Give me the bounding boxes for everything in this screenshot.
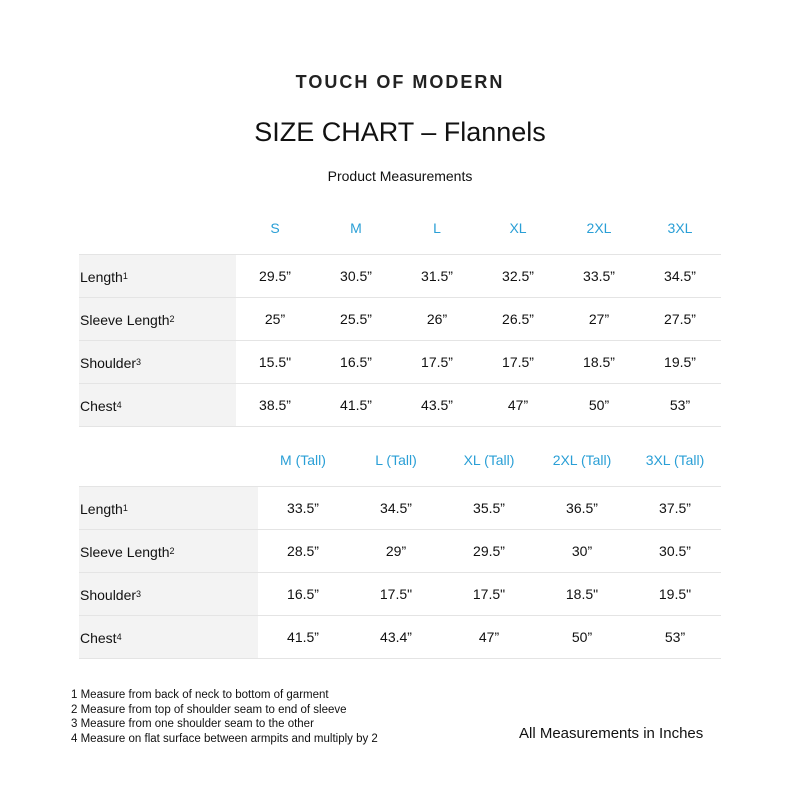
measurement-row — [79, 254, 721, 297]
measurement-value: 34.5” — [380, 500, 412, 516]
size-column-header: 3XL — [667, 220, 693, 236]
measurement-value: 29.5” — [259, 268, 291, 284]
footnotes — [71, 688, 378, 746]
measurement-value: 47” — [507, 397, 529, 413]
size-column-header: S — [270, 220, 280, 236]
measurement-value: 19.5" — [658, 586, 692, 602]
measurement-row — [79, 615, 721, 659]
measurement-value: 43.5” — [421, 397, 453, 413]
size-column-header: L — [433, 220, 441, 236]
measurement-value: 33.5” — [583, 268, 615, 284]
footnote-ref: 1 — [122, 503, 128, 513]
measurement-value: 30.5” — [340, 268, 372, 284]
measurement-label — [79, 298, 236, 340]
size-column-header: 2XL (Tall) — [552, 452, 612, 468]
measurement-label — [79, 573, 258, 615]
footnote: 3 Measure from one shoulder seam to the other — [71, 718, 314, 730]
page-title: SIZE CHART – Flannels — [254, 117, 546, 147]
measurement-value: 17.5” — [502, 354, 534, 370]
measurement-value: 26.5” — [502, 311, 534, 327]
measurement-label-text: Sleeve Length — [80, 312, 170, 328]
measurement-label-text: Shoulder — [80, 355, 137, 371]
brand-logo: TOUCH OF MODERN — [295, 72, 505, 92]
measurement-value: 29” — [385, 543, 407, 559]
measurement-label — [79, 616, 258, 658]
measurement-value: 18.5" — [565, 586, 599, 602]
measurement-value: 25.5” — [340, 311, 372, 327]
measurement-value: 50” — [588, 397, 610, 413]
size-column-header: L (Tall) — [375, 452, 417, 468]
measurement-value: 17.5” — [421, 354, 453, 370]
size-column-header: XL — [509, 220, 527, 236]
units-note: All Measurements in Inches — [519, 725, 704, 742]
measurement-label-text: Length — [80, 501, 123, 517]
measurement-label — [79, 255, 236, 297]
footnote-ref: 3 — [136, 589, 142, 599]
footnote-ref: 4 — [116, 632, 122, 642]
page-subtitle: Product Measurements — [327, 168, 473, 184]
measurement-value: 36.5” — [566, 500, 598, 516]
measurement-value: 26” — [426, 311, 448, 327]
size-table-tall — [79, 440, 721, 659]
measurement-label-text: Length — [80, 269, 123, 285]
size-header-row — [79, 440, 721, 486]
footnote: 1 Measure from back of neck to bottom of garment — [71, 689, 329, 701]
measurement-value: 28.5” — [287, 543, 319, 559]
measurement-value: 41.5” — [287, 629, 319, 645]
size-header-row — [79, 208, 721, 254]
measurement-label — [79, 487, 258, 529]
measurement-value: 30” — [571, 543, 593, 559]
size-column-header: 2XL — [586, 220, 612, 236]
measurement-label-text: Shoulder — [80, 587, 137, 603]
measurement-value: 38.5” — [259, 397, 291, 413]
footnote-ref: 1 — [122, 271, 128, 281]
measurement-value: 47” — [478, 629, 500, 645]
measurement-row — [79, 297, 721, 340]
size-column-header: 3XL (Tall) — [645, 452, 705, 468]
measurement-value: 53” — [664, 629, 686, 645]
measurement-row — [79, 383, 721, 427]
measurement-label — [79, 384, 236, 426]
measurement-value: 18.5” — [583, 354, 615, 370]
size-column-header: XL (Tall) — [463, 452, 515, 468]
measurement-value: 37.5” — [659, 500, 691, 516]
measurement-value: 41.5” — [340, 397, 372, 413]
footnote-ref: 3 — [136, 357, 142, 367]
measurement-value: 53” — [669, 397, 691, 413]
measurement-value: 43.4” — [380, 629, 412, 645]
measurement-row — [79, 529, 721, 572]
measurement-value: 19.5” — [664, 354, 696, 370]
footnote-ref: 4 — [116, 400, 122, 410]
measurement-value: 32.5” — [502, 268, 534, 284]
measurement-label — [79, 530, 258, 572]
measurement-value: 17.5" — [379, 586, 413, 602]
measurement-value: 50” — [571, 629, 593, 645]
size-table-regular — [79, 208, 721, 427]
measurement-label-text: Chest — [80, 630, 117, 646]
measurement-value: 25” — [264, 311, 286, 327]
measurement-row — [79, 340, 721, 383]
measurement-row — [79, 572, 721, 615]
size-column-header: M — [350, 220, 362, 236]
measurement-value: 16.5” — [287, 586, 319, 602]
measurement-value: 30.5” — [659, 543, 691, 559]
measurement-value: 34.5” — [664, 268, 696, 284]
measurement-value: 16.5” — [340, 354, 372, 370]
footnote-ref: 2 — [169, 314, 175, 324]
size-column-header: M (Tall) — [280, 452, 326, 468]
measurement-label-text: Sleeve Length — [80, 544, 170, 560]
footnote-ref: 2 — [169, 546, 175, 556]
measurement-label-text: Chest — [80, 398, 117, 414]
measurement-value: 27.5” — [664, 311, 696, 327]
measurement-value: 27” — [588, 311, 610, 327]
measurement-value: 31.5” — [421, 268, 453, 284]
measurement-value: 35.5” — [473, 500, 505, 516]
measurement-label — [79, 341, 236, 383]
measurement-value: 33.5” — [287, 500, 319, 516]
measurement-value: 29.5” — [473, 543, 505, 559]
measurement-row — [79, 486, 721, 529]
measurement-value: 15.5" — [258, 354, 292, 370]
footnote: 2 Measure from top of shoulder seam to end of sleeve — [71, 703, 347, 716]
measurement-value: 17.5" — [472, 586, 506, 602]
footnote: 4 Measure on flat surface between armpits and multiply by 2 — [71, 732, 378, 745]
